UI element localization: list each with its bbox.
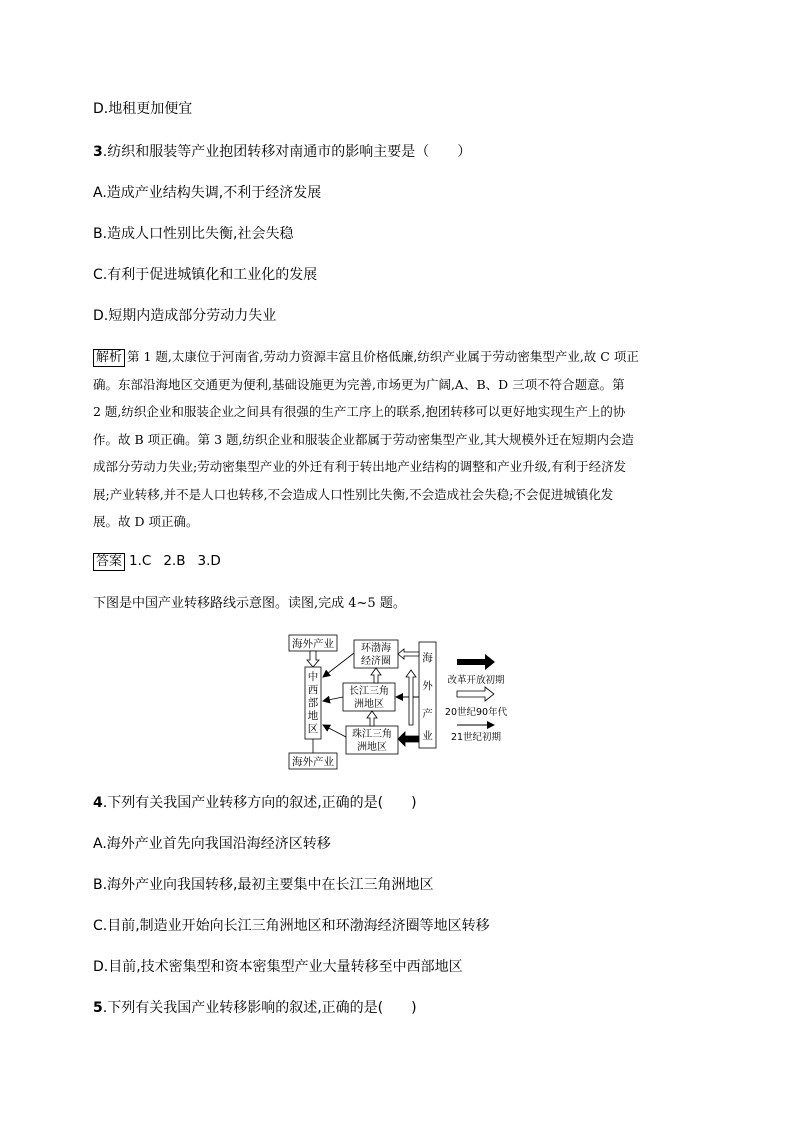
q3-stem-text: .纺织和服装等产业抱团转移对南通市的影响主要是（ ）: [102, 144, 472, 160]
q4-option-b: B.海外产业向我国转移,最初主要集中在长江三角洲地区: [93, 877, 434, 893]
industry-transfer-diagram: [286, 633, 526, 773]
arrow-vertical-hollow: [406, 670, 416, 725]
diagram-intro: 下图是中国产业转移路线示意图。读图,完成 4~5 题。: [93, 596, 406, 611]
legend-label: 改革开放初期: [447, 675, 505, 686]
answer-line: [93, 551, 233, 571]
central-west-char: 地: [307, 710, 319, 722]
explanation-line: 解析 第 1 题,太康位于河南省,劳动力资源丰富且价格低廉,纺织产业属于劳动密集型产业,故 C 项正: [93, 343, 705, 371]
legend-solid-arrow: [457, 654, 495, 670]
answer-1: 1.C: [129, 553, 152, 569]
arrow-yangtze-to-bohai: [371, 668, 381, 683]
central-west-char: 部: [307, 697, 319, 709]
central-west-char: 中: [307, 671, 319, 683]
q5-stem-text: .下列有关我国产业转移影响的叙述,正确的是( ): [102, 1000, 417, 1016]
q4-option-c: C.目前,制造业开始向长江三角洲地区和环渤海经济圈等地区转移: [93, 918, 490, 934]
q4-number: 4: [93, 795, 103, 811]
overseas-right-char: 业: [422, 730, 433, 742]
explanation-line: 展。故 D 项正确。: [93, 514, 199, 529]
arrow-overseas-to-pearl-solid: [398, 732, 419, 746]
arrow-bohai-to-central: [323, 653, 354, 677]
q4-option-a: A.海外产业首先向我国沿海经济区转移: [93, 836, 331, 852]
arrow-yangtze-to-central: [323, 697, 343, 701]
overseas-right-char: 海: [422, 652, 433, 664]
answer-tag: 答案: [93, 553, 125, 571]
arrow-overseas-to-central: [307, 651, 319, 667]
q3-option-b: B.造成人口性别比失衡,社会失稳: [93, 226, 294, 242]
q4-stem: [93, 794, 417, 812]
q3-number: 3: [93, 144, 103, 160]
bohai-label: 经济圈: [361, 656, 391, 667]
legend-label: 21世纪初期: [450, 732, 502, 743]
overseas-bottom-label: 海外产业: [292, 756, 334, 768]
explanation-line: 确。东部沿海地区交通更为便利,基础设施更为完善,市场更为广阔,A、B、D 三项不符合题意。第: [93, 376, 625, 392]
q4-option-d: D.目前,技术密集型和资本密集型产业大量转移至中西部地区: [93, 959, 463, 975]
q2-option-d: D.地租更加便宜: [93, 101, 193, 117]
central-west-char: 西: [307, 684, 319, 696]
explanation-block: [93, 343, 705, 536]
explanation-line: 2 题,纺织企业和服装企业之间具有很强的生产工序上的联系,抱团转移可以更好地实现生产上的协: [93, 404, 626, 419]
overseas-top-label: 海外产业: [292, 638, 334, 650]
legend-hollow-arrow: [457, 687, 494, 701]
explanation-line: 成部分劳动力失业;劳动密集型产业的外迁有利于转出地产业结构的调整和产业升级,有利于经济发: [93, 459, 627, 474]
q3-option-a: A.造成产业结构失调,不利于经济发展: [93, 185, 322, 201]
overseas-right-char: 产: [422, 708, 433, 720]
bohai-label: 环渤海: [361, 643, 391, 654]
overseas-right-char: 外: [422, 680, 433, 692]
answer-2: 2.B: [163, 553, 186, 569]
q3-option-c: C.有利于促进城镇化和工业化的发展: [93, 267, 318, 283]
answer-3: 3.D: [197, 553, 221, 569]
central-west-char: 区: [307, 723, 319, 735]
q5-number: 5: [93, 1000, 103, 1016]
q4-stem-text: .下列有关我国产业转移方向的叙述,正确的是( ): [102, 795, 417, 811]
explanation-tag: 解析: [93, 349, 125, 367]
q3-stem: [93, 143, 471, 161]
explanation-line: 展;产业转移,并不是人口也转移,不会造成人口性别比失衡,不会造成社会失稳;不会促进城镇化发: [93, 486, 614, 502]
q3-option-d: D.短期内造成部分劳动力失业: [93, 308, 277, 324]
pearl-label: 洲地区: [357, 742, 387, 753]
yangtze-label: 洲地区: [354, 699, 384, 710]
arrow-pearl-to-central: [323, 725, 346, 737]
arrow-pearl-to-yangtze: [367, 711, 377, 726]
explanation-line: 作。故 B 项正确。第 3 题,纺织企业和服装企业都属于劳动密集型产业,其大规模外迁在短期内会造: [93, 431, 634, 447]
legend-label: 20世纪90年代: [444, 707, 508, 718]
q5-stem: [93, 999, 417, 1017]
yangtze-label: 长江三角: [349, 686, 389, 697]
pearl-label: 珠江三角: [352, 729, 392, 740]
arrow-overseas-to-bohai-hollow: [398, 649, 419, 659]
